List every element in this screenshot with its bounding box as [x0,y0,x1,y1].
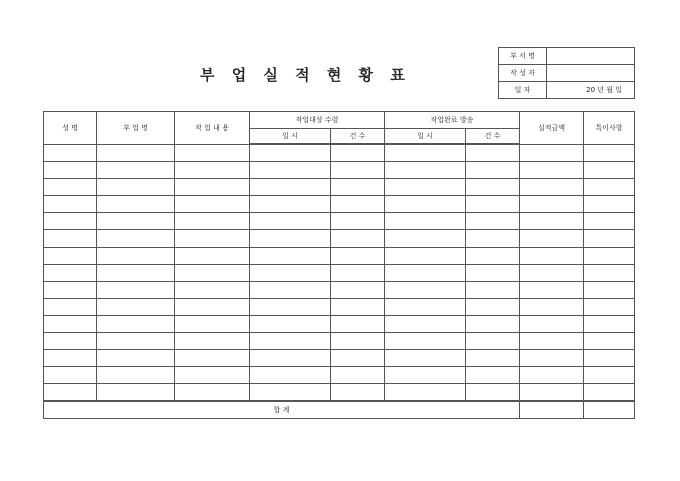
cell-complete-datetime[interactable] [385,230,466,247]
cell-receive-count[interactable] [331,367,385,384]
cell-work[interactable] [175,367,250,384]
info-value[interactable] [547,65,635,82]
table-row [44,333,635,350]
header-name: 성 명 [44,112,97,145]
cell-receive-count[interactable] [331,281,385,298]
cell-work[interactable] [175,281,250,298]
cell-complete-count[interactable] [466,247,520,264]
info-label: 부 서 명 [499,48,547,65]
cell-note[interactable] [584,333,635,350]
cell-receive-count[interactable] [331,333,385,350]
cell-side-job[interactable] [97,298,175,315]
cell-complete-count[interactable] [466,264,520,281]
cell-complete-datetime[interactable] [385,384,466,402]
cell-complete-datetime[interactable] [385,333,466,350]
cell-complete-datetime[interactable] [385,281,466,298]
table-row [44,179,635,196]
cell-complete-count[interactable] [466,333,520,350]
cell-receive-datetime[interactable] [250,281,331,298]
table-row [44,196,635,213]
cell-complete-count[interactable] [466,350,520,367]
cell-work[interactable] [175,315,250,332]
cell-work[interactable] [175,213,250,230]
cell-receive-count[interactable] [331,247,385,264]
cell-receive-count[interactable] [331,298,385,315]
cell-work[interactable] [175,230,250,247]
cell-side-job[interactable] [97,333,175,350]
table-row [44,162,635,179]
cell-note[interactable] [584,179,635,196]
cell-amount[interactable] [520,315,584,332]
cell-note[interactable] [584,367,635,384]
cell-amount[interactable] [520,384,584,402]
cell-receive-count[interactable] [331,264,385,281]
cell-note[interactable] [584,264,635,281]
cell-note[interactable] [584,144,635,162]
header-row-1 [44,112,635,129]
cell-note[interactable] [584,384,635,402]
info-row-department [499,48,635,65]
cell-complete-count[interactable] [466,179,520,196]
cell-receive-datetime[interactable] [250,264,331,281]
cell-complete-datetime[interactable] [385,144,466,162]
cell-side-job[interactable] [97,162,175,179]
cell-side-job[interactable] [97,264,175,281]
cell-name[interactable] [44,230,97,247]
info-label: 일 자 [499,82,547,99]
cell-amount[interactable] [520,162,584,179]
cell-amount[interactable] [520,213,584,230]
table-row [44,281,635,298]
total-note-cell[interactable] [584,401,635,419]
cell-note[interactable] [584,281,635,298]
cell-work[interactable] [175,384,250,402]
cell-side-job[interactable] [97,384,175,402]
header-receive-datetime: 일 시 [250,129,331,145]
cell-receive-count[interactable] [331,230,385,247]
cell-complete-count[interactable] [466,213,520,230]
cell-side-job[interactable] [97,247,175,264]
document-title: 부 업 실 적 현 황 표 [200,66,411,84]
cell-note[interactable] [584,247,635,264]
cell-complete-count[interactable] [466,384,520,402]
cell-amount[interactable] [520,144,584,162]
cell-side-job[interactable] [97,281,175,298]
table-row [44,384,635,402]
cell-note[interactable] [584,350,635,367]
cell-work[interactable] [175,247,250,264]
table-body [44,144,635,401]
cell-amount[interactable] [520,196,584,213]
cell-note[interactable] [584,230,635,247]
cell-complete-count[interactable] [466,315,520,332]
table-row [44,350,635,367]
header-receive-group: 작업대상 수령 [250,112,385,129]
cell-note[interactable] [584,196,635,213]
info-value[interactable]: 20 년 월 일 [547,82,635,99]
cell-complete-datetime[interactable] [385,162,466,179]
cell-side-job[interactable] [97,350,175,367]
cell-receive-count[interactable] [331,162,385,179]
table-row [44,230,635,247]
cell-receive-count[interactable] [331,179,385,196]
cell-amount[interactable] [520,350,584,367]
info-row-author [499,65,635,82]
cell-receive-datetime[interactable] [250,333,331,350]
cell-amount[interactable] [520,281,584,298]
cell-work[interactable] [175,179,250,196]
cell-receive-datetime[interactable] [250,247,331,264]
table-row [44,264,635,281]
cell-complete-count[interactable] [466,196,520,213]
cell-receive-count[interactable] [331,315,385,332]
cell-name[interactable] [44,333,97,350]
cell-side-job[interactable] [97,213,175,230]
cell-receive-count[interactable] [331,350,385,367]
cell-complete-datetime[interactable] [385,298,466,315]
cell-receive-datetime[interactable] [250,367,331,384]
cell-work[interactable] [175,298,250,315]
cell-receive-count[interactable] [331,196,385,213]
cell-name[interactable] [44,298,97,315]
cell-complete-datetime[interactable] [385,179,466,196]
cell-amount[interactable] [520,298,584,315]
cell-complete-datetime[interactable] [385,196,466,213]
info-label: 작 성 자 [499,65,547,82]
header-work: 작 업 내 용 [175,112,250,145]
cell-complete-datetime[interactable] [385,367,466,384]
cell-amount[interactable] [520,264,584,281]
cell-complete-datetime[interactable] [385,264,466,281]
cell-receive-count[interactable] [331,144,385,162]
cell-complete-count[interactable] [466,144,520,162]
cell-receive-count[interactable] [331,384,385,402]
cell-name[interactable] [44,264,97,281]
cell-receive-datetime[interactable] [250,213,331,230]
cell-name[interactable] [44,144,97,162]
cell-complete-datetime[interactable] [385,315,466,332]
info-row-date [499,82,635,99]
cell-receive-datetime[interactable] [250,144,331,162]
cell-receive-datetime[interactable] [250,350,331,367]
header-complete-group: 작업완료 발송 [385,112,520,129]
cell-name[interactable] [44,384,97,402]
info-value[interactable] [547,48,635,65]
header-side-job: 부 업 명 [97,112,175,145]
total-row [44,401,635,419]
table-row [44,367,635,384]
cell-complete-count[interactable] [466,298,520,315]
cell-note[interactable] [584,298,635,315]
cell-name[interactable] [44,162,97,179]
total-label: 합 계 [44,401,520,419]
cell-amount[interactable] [520,367,584,384]
cell-name[interactable] [44,247,97,264]
cell-complete-count[interactable] [466,230,520,247]
cell-amount[interactable] [520,179,584,196]
cell-side-job[interactable] [97,230,175,247]
header-amount: 실적금액 [520,112,584,145]
cell-receive-datetime[interactable] [250,230,331,247]
cell-work[interactable] [175,162,250,179]
cell-receive-datetime[interactable] [250,298,331,315]
header-complete-datetime: 일 시 [385,129,466,145]
cell-receive-datetime[interactable] [250,179,331,196]
cell-side-job[interactable] [97,179,175,196]
cell-side-job[interactable] [97,367,175,384]
cell-complete-count[interactable] [466,162,520,179]
header-note: 특이사항 [584,112,635,145]
cell-complete-datetime[interactable] [385,213,466,230]
cell-work[interactable] [175,196,250,213]
cell-receive-datetime[interactable] [250,315,331,332]
cell-name[interactable] [44,367,97,384]
cell-name[interactable] [44,281,97,298]
cell-note[interactable] [584,315,635,332]
cell-name[interactable] [44,213,97,230]
cell-receive-datetime[interactable] [250,384,331,402]
cell-work[interactable] [175,144,250,162]
cell-complete-count[interactable] [466,281,520,298]
cell-receive-datetime[interactable] [250,162,331,179]
cell-side-job[interactable] [97,315,175,332]
table-row [44,144,635,162]
cell-receive-datetime[interactable] [250,196,331,213]
side-job-performance-table [43,111,635,419]
cell-work[interactable] [175,264,250,281]
cell-amount[interactable] [520,230,584,247]
cell-amount[interactable] [520,247,584,264]
cell-side-job[interactable] [97,196,175,213]
header-receive-count: 건 수 [331,129,385,145]
table-row [44,247,635,264]
cell-work[interactable] [175,333,250,350]
cell-note[interactable] [584,213,635,230]
table-row [44,315,635,332]
cell-complete-datetime[interactable] [385,247,466,264]
cell-complete-count[interactable] [466,367,520,384]
cell-side-job[interactable] [97,144,175,162]
cell-amount[interactable] [520,333,584,350]
cell-complete-datetime[interactable] [385,350,466,367]
cell-name[interactable] [44,350,97,367]
approval-info-table [498,47,635,99]
cell-receive-count[interactable] [331,213,385,230]
cell-note[interactable] [584,162,635,179]
cell-name[interactable] [44,196,97,213]
table-row [44,298,635,315]
table-row [44,213,635,230]
cell-name[interactable] [44,315,97,332]
total-amount-cell[interactable] [520,401,584,419]
cell-work[interactable] [175,350,250,367]
header-complete-count: 건 수 [466,129,520,145]
cell-name[interactable] [44,179,97,196]
